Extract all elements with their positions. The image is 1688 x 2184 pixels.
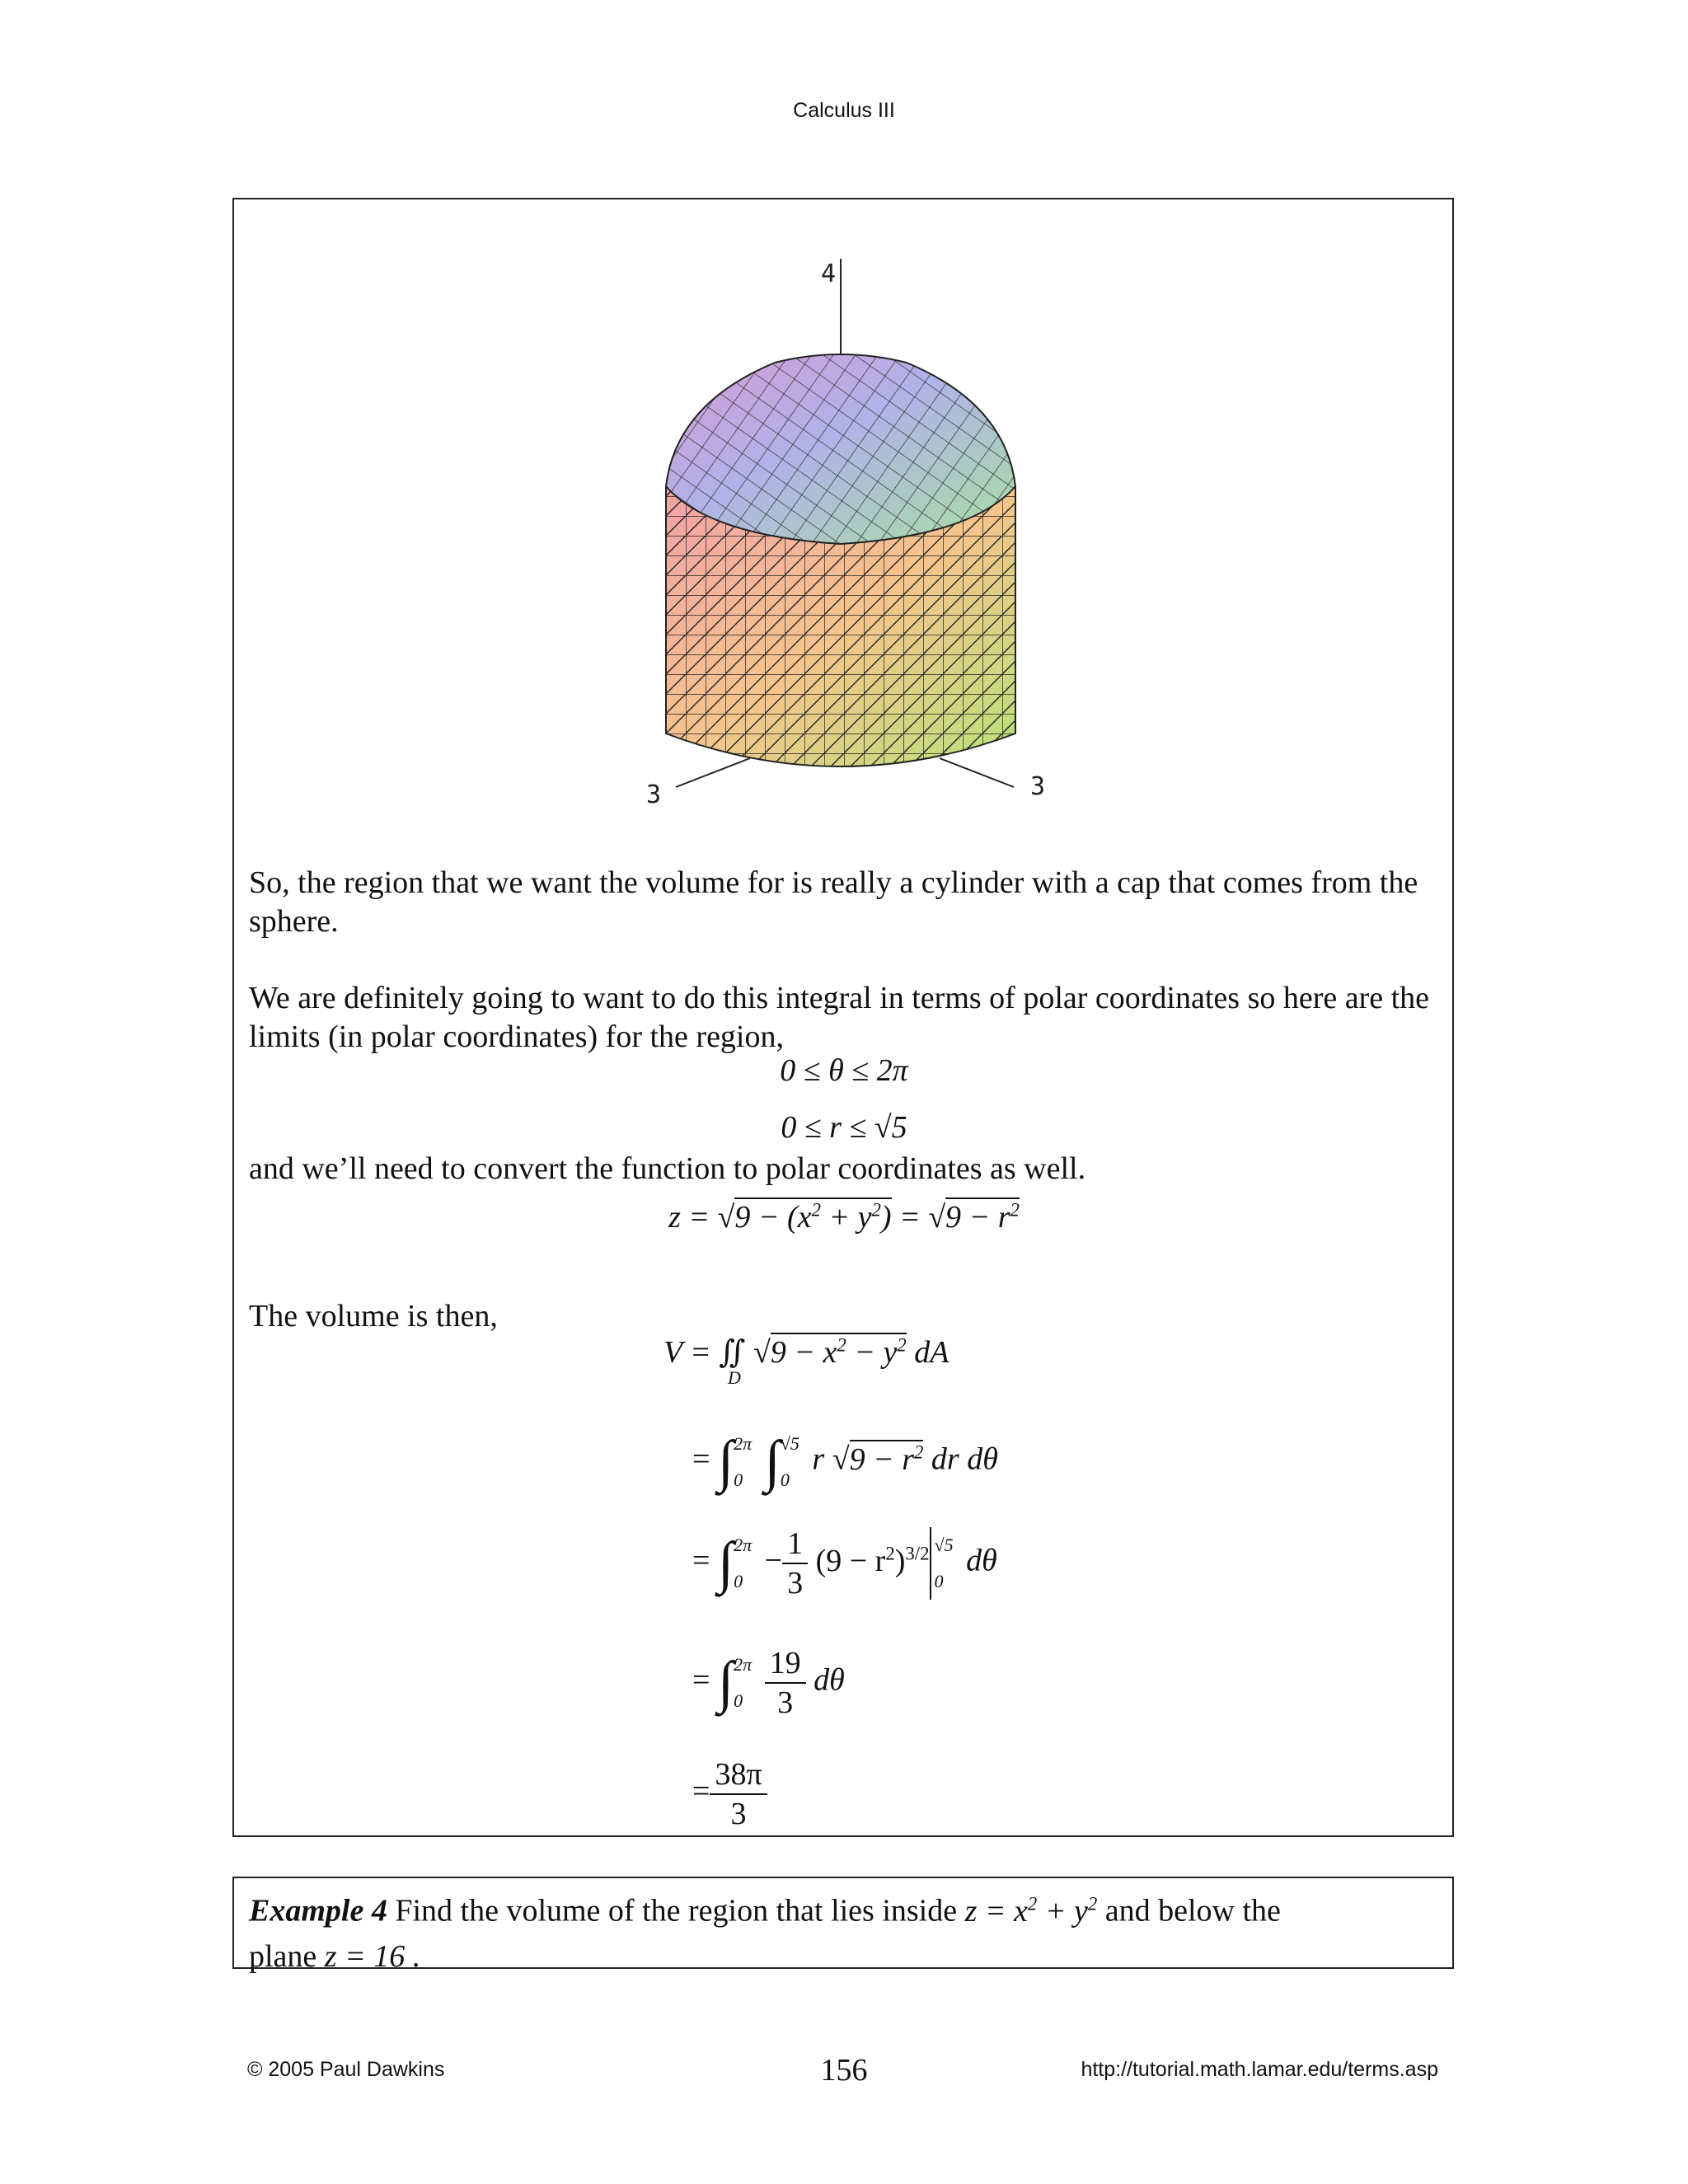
result-denominator: 3 [730, 1797, 747, 1831]
integral-step-3: = ∫2π 0 − $\frac{1}{3}$ $(9 - r^2)^{3/2}$ √5 0 dθ [692, 1526, 997, 1601]
paragraph-convert-function: and we’ll need to convert the function to polar coordinates as well. [249, 1151, 1086, 1186]
example-text-a: Find the volume of the region that lies inside [395, 1893, 958, 1929]
equation-z-polar: $z = √9 - (x^2 + y^2) = √9 - r^2$ [0, 1199, 1688, 1235]
footer-url: http://tutorial.math.lamar.edu/terms.asp [1081, 2058, 1438, 2081]
integral-step-1: V = ∬ $√9 - x^2 - y^2$ dA D [663, 1333, 949, 1389]
cylinder-sphere-cap-figure [626, 239, 1055, 816]
footer-page-number: 156 [820, 2053, 868, 2088]
footer-copyright: © 2005 Paul Dawkins [247, 2058, 445, 2081]
step3-numerator: 1 [782, 1525, 808, 1564]
example-4-statement [249, 1881, 1436, 1980]
example-plane-equation: z = 16 . [324, 1938, 421, 1974]
result-numerator: 38π [710, 1755, 767, 1795]
limit-theta: 0 ≤ θ ≤ 2π [780, 1053, 908, 1088]
x-axis [676, 758, 750, 787]
z-axis-tick-label: 4 [821, 260, 837, 288]
example-label: Example 4 [249, 1893, 387, 1929]
paragraph-volume-then: The volume is then, [249, 1299, 498, 1333]
limit-r: 0 ≤ r ≤ √5 [781, 1110, 907, 1145]
example-paraboloid-equation: $z = x^2 + y^2$ [964, 1893, 1098, 1929]
integral-step-4: = ∫2π 0 $\frac{19}{3}$ dθ [692, 1646, 845, 1720]
page-header: Calculus III [793, 99, 895, 122]
example-text-b: and below the [1104, 1893, 1281, 1929]
paragraph-region-description: So, the region that we want the volume for is really a cylinder with a cap that comes from the sphere. [249, 865, 1418, 939]
y-axis-tick-label: 3 [1030, 772, 1046, 801]
paragraph-polar-intro: We are definitely going to want to do this integral in terms of polar coordinates so here are the limits (in polar coordinates) for the region, [249, 981, 1430, 1054]
step4-denominator: 3 [777, 1685, 794, 1720]
example-text-c: plane [249, 1938, 317, 1974]
step3-denominator: 3 [787, 1566, 804, 1601]
x-axis-tick-label: 3 [646, 780, 662, 809]
y-axis [940, 758, 1014, 787]
integral-step-2: = ∫2π 0 ∫√5 0 r $√9 - r^2$ dr dθ [692, 1430, 998, 1493]
integral-result: = $\frac{38\pi}{3}$ [692, 1755, 767, 1833]
step4-numerator: 19 [765, 1644, 806, 1684]
